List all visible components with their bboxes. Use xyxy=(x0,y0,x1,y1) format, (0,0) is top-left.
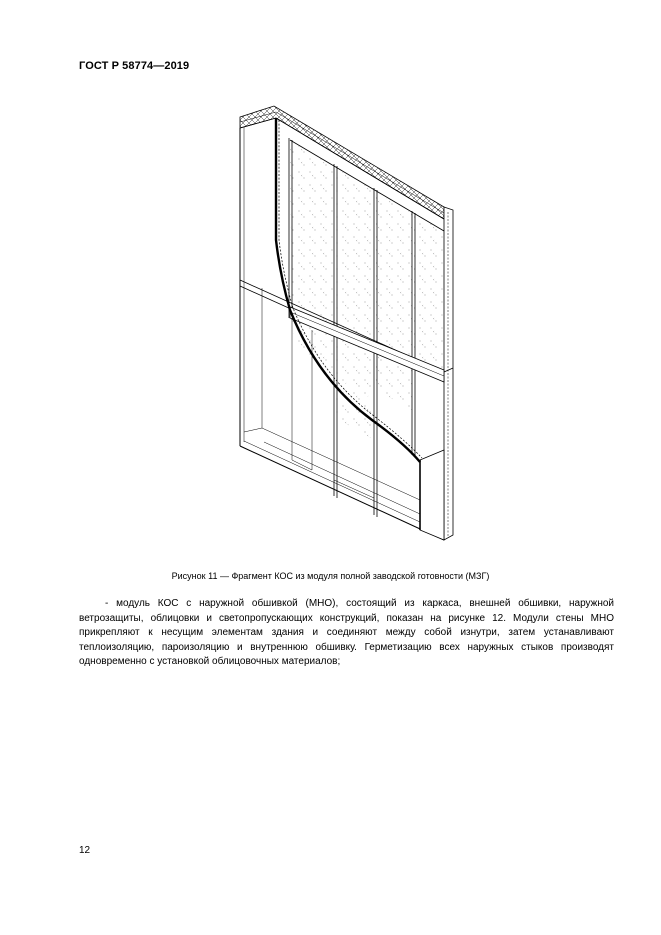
document-header: ГОСТ Р 58774—2019 xyxy=(79,60,190,72)
right-edge xyxy=(444,207,453,540)
wall-module-drawing xyxy=(228,100,458,555)
bottom-corner xyxy=(420,450,444,540)
figure-11 xyxy=(228,100,458,555)
paragraph-mno-module: - модуль КОС с наружной обшивкой (МНО), состоящий из каркаса, внешней обшивки, наружной ветрозащиты, облицовки и светопропускающих конструкций, показан на рисунке 12. Модули стены МНО прикрепляют к несущим элементам здания и соединяют между собой изнутри, затем устанавливают теплоизоляцию, пароизоляцию и внутреннюю обшивку. Герметизацию всех наружных стыков производят одновременно с установкой облицовочных материалов; xyxy=(79,598,614,668)
figure-caption: Рисунок 11 — Фрагмент КОС из модуля полной заводской готовности (МЗГ) xyxy=(171,571,490,581)
body-text xyxy=(79,597,614,670)
page-number: 12 xyxy=(79,845,91,856)
